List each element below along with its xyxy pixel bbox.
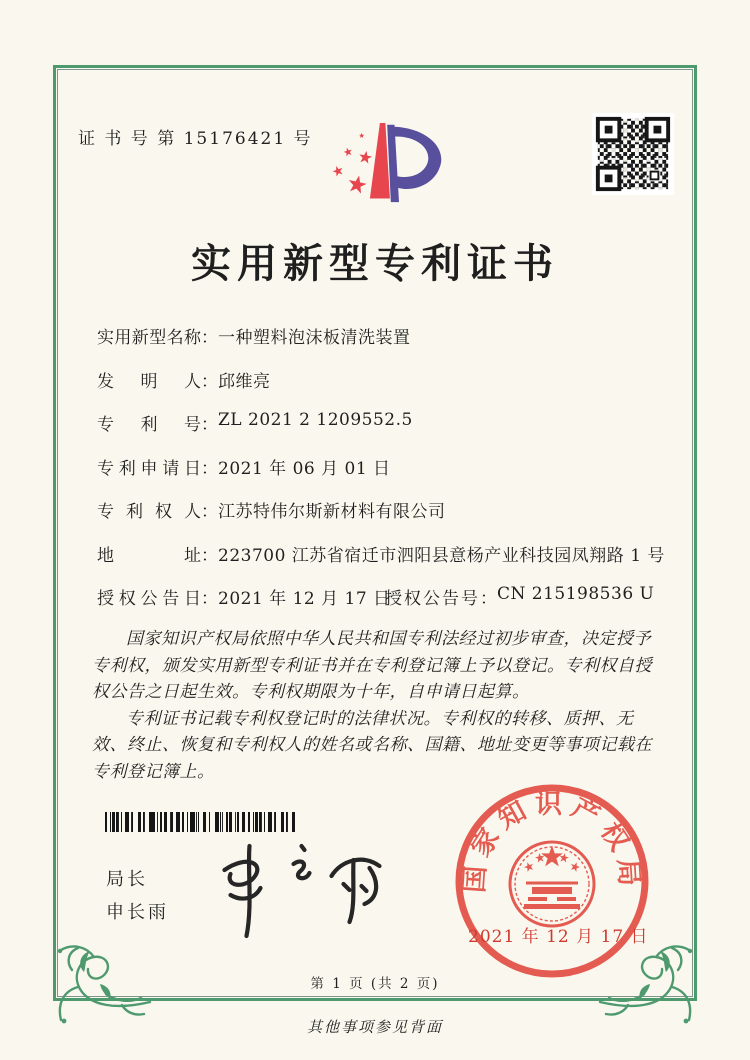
corner-ornament-icon xyxy=(42,942,152,1027)
colon: ： xyxy=(480,589,497,609)
legal-paragraph-1: 国家知识产权局依照中华人民共和国专利法经过初步审查，决定授予专利权，颁发实用新型专利证书并在专利登记簿上予以登记。专利权自授权公告之日起生效。专利权期限为十年，自申请日起算。 xyxy=(92,629,652,702)
commissioner-name: 申长雨 xyxy=(106,902,169,923)
field-grant-publication-number xyxy=(385,584,654,609)
field-patentee xyxy=(97,497,667,541)
cnipa-logo-icon xyxy=(318,112,450,214)
page-number: 第 1 页 (共 2 页) xyxy=(310,976,440,992)
certificate-title: 实用新型专利证书 xyxy=(191,240,559,287)
colon: ： xyxy=(201,502,218,522)
certificate-number: 证 书 号 第 15176421 号 xyxy=(78,129,313,149)
legal-paragraph-2: 专利证书记载专利权登记时的法律状况。专利权的转移、质押、无效、终止、恢复和专利权人的姓名或名称、国籍、地址变更等事项记载在专利登记簿上。 xyxy=(92,708,652,782)
field-label: 专利号 xyxy=(97,415,201,435)
seal-text: 国家知识产权局 xyxy=(459,788,645,894)
colon: ： xyxy=(201,458,218,479)
colon: ： xyxy=(201,545,218,566)
field-utility-model-name xyxy=(97,323,667,367)
field-value: 223700 江苏省宿迁市泗阳县意杨产业科技园凤翔路 1 号 xyxy=(218,545,665,566)
field-address xyxy=(97,541,667,585)
colon: ： xyxy=(201,415,218,435)
back-side-note: 其他事项参见背面 xyxy=(306,1018,443,1036)
field-label: 发明人 xyxy=(97,371,201,392)
colon: ： xyxy=(201,371,218,392)
commissioner-block xyxy=(106,863,169,929)
field-value: 江苏特伟尔斯新材料有限公司 xyxy=(218,502,446,522)
certificate-fields xyxy=(97,323,667,628)
qr-code-icon xyxy=(592,113,674,195)
field-value: 2021 年 06 月 01 日 xyxy=(218,458,391,479)
field-grant-date xyxy=(97,584,667,628)
field-label: 专利权人 xyxy=(97,502,201,522)
field-filing-date xyxy=(97,454,667,498)
field-label: 实用新型名称 xyxy=(97,328,201,348)
barcode-icon xyxy=(105,812,295,832)
commissioner-title: 局长 xyxy=(106,869,148,890)
signature-icon xyxy=(195,840,400,940)
field-patent-number xyxy=(97,410,667,454)
field-value: 邱维亮 xyxy=(218,371,271,392)
colon: ： xyxy=(201,589,218,609)
field-value: ZL 2021 2 1209552.5 xyxy=(218,410,413,430)
field-value: CN 215198536 U xyxy=(497,584,655,604)
seal-date: 2021 年 12 月 17 日 xyxy=(468,927,649,947)
field-label: 授权公告日 xyxy=(97,589,201,609)
field-label: 授权公告号 xyxy=(385,589,480,609)
field-value: 一种塑料泡沫板清洗装置 xyxy=(218,328,411,348)
legal-text xyxy=(92,626,664,785)
corner-ornament-icon xyxy=(598,942,708,1027)
field-label: 专利申请日 xyxy=(97,458,201,479)
colon: ： xyxy=(201,328,218,348)
field-value: 2021 年 12 月 17 日 xyxy=(218,589,391,609)
field-inventor xyxy=(97,367,667,411)
field-label: 地址 xyxy=(97,545,201,566)
